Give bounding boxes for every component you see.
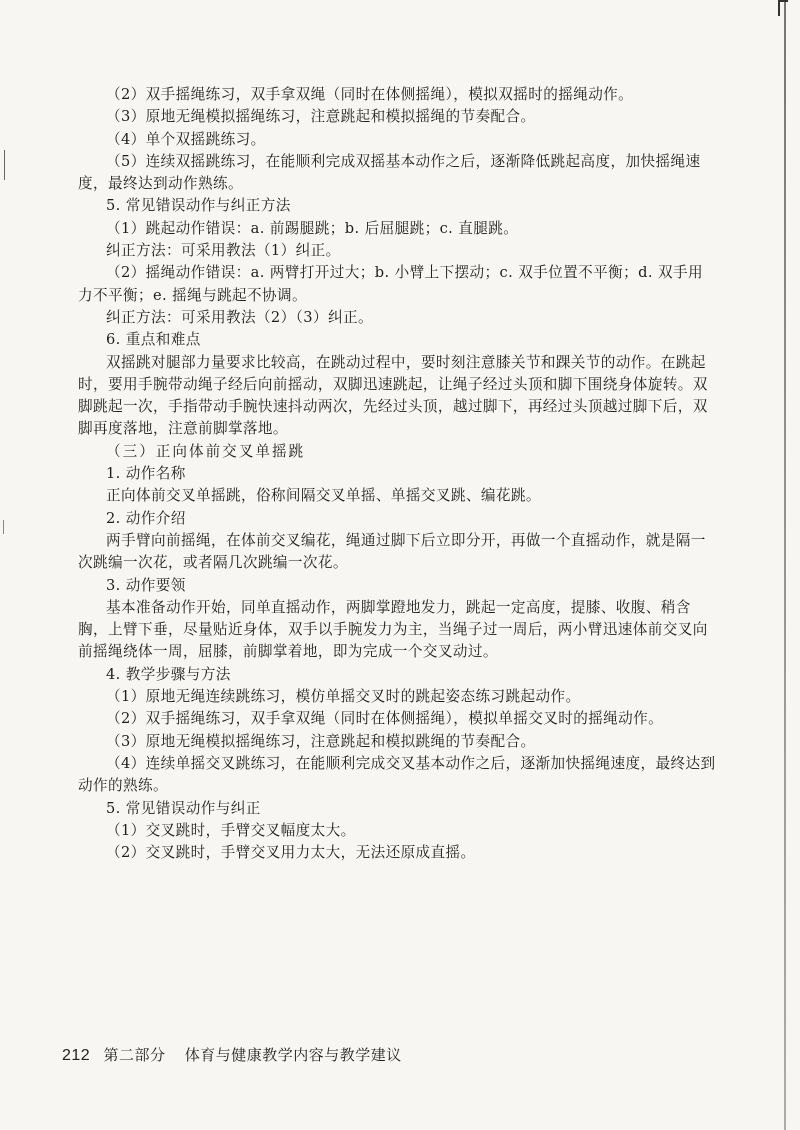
text-paragraph: （1）跳起动作错误：a. 前踢腿跳；b. 后屈腿跳；c. 直腿跳。 [106, 219, 519, 237]
scan-corner-mark [778, 0, 788, 16]
text-paragraph: 6. 重点和难点 [106, 331, 201, 349]
text-paragraph: （4）单个双摇跳练习。 [106, 130, 266, 148]
scan-margin-mark [3, 520, 4, 534]
text-paragraph: 纠正方法：可采用教法（2）（3）纠正。 [106, 308, 373, 326]
page-body [78, 84, 716, 864]
text-paragraph: （1）交叉跳时，手臂交叉幅度太大。 [106, 821, 356, 839]
text-paragraph: （4）连续单摇交叉跳练习，在能顺利完成交叉基本动作之后，逐渐加快摇绳速度，最终达到动作的熟练。 [78, 754, 716, 795]
text-paragraph: （2）双手摇绳练习，双手拿双绳（同时在体侧摇绳），模拟双摇时的摇绳动作。 [106, 86, 634, 103]
text-paragraph: 两手臂向前摇绳，在体前交叉编花，绳通过脚下后立即分开，再做一个直摇动作，就是隔一次跳编一次花，或者隔几次跳编一次花。 [78, 531, 706, 572]
text-paragraph: （3）原地无绳模拟摇绳练习，注意跳起和模拟跳绳的节奏配合。 [106, 732, 536, 750]
text-paragraph: （2）双手摇绳练习，双手拿双绳（同时在体侧摇绳），模拟单摇交叉时的摇绳动作。 [106, 710, 664, 728]
text-paragraph: 双摇跳对腿部力量要求比较高，在跳动过程中，要时刻注意膝关节和踝关节的动作。在跳起时，要用手腕带动绳子经后向前摇动，双脚迅速跳起，让绳子经过头顶和脚下围绕身体旋转。双脚跳起一次，手指带动手腕快速抖动两次，先经过头顶，越过脚下，再经过头顶越过脚下后，双脚再度落地，注意前脚掌落地。 [78, 353, 708, 438]
footer-section-title: 体育与健康教学内容与教学建议 [184, 1046, 402, 1064]
scan-edge [784, 0, 786, 1130]
page-footer [62, 1044, 402, 1065]
text-paragraph: 5. 常见错误动作与纠正 [106, 799, 261, 817]
text-paragraph: 3. 动作要领 [106, 576, 186, 594]
text-paragraph: 正向体前交叉单摇跳，俗称间隔交叉单摇、单摇交叉跳、编花跳。 [106, 487, 541, 505]
scan-margin-mark [4, 150, 5, 180]
text-paragraph: 纠正方法：可采用教法（1）纠正。 [106, 242, 341, 260]
page-number: 212 [62, 1047, 91, 1064]
text-paragraph: （5）连续双摇跳练习，在能顺利完成双摇基本动作之后，逐渐降低跳起高度，加快摇绳速度，最终达到动作熟练。 [78, 152, 701, 193]
text-paragraph: 4. 教学步骤与方法 [106, 665, 231, 683]
text-paragraph: （3）原地无绳模拟摇绳练习，注意跳起和模拟摇绳的节奏配合。 [106, 108, 536, 126]
text-paragraph: （2）摇绳动作错误：a. 两臂打开过大；b. 小臂上下摆动；c. 双手位置不平衡；d. 双手用力不平衡；e. 摇绳与跳起不协调。 [78, 264, 703, 304]
text-paragraph: （2）交叉跳时，手臂交叉用力太大，无法还原成直摇。 [106, 844, 476, 862]
section-heading: （三）正向体前交叉单摇跳 [106, 442, 306, 460]
text-paragraph: 5. 常见错误动作与纠正方法 [106, 197, 291, 215]
text-paragraph: （1）原地无绳连续跳练习，模仿单摇交叉时的跳起姿态练习跳起动作。 [106, 688, 581, 706]
text-paragraph: 1. 动作名称 [106, 465, 186, 483]
footer-part-label: 第二部分 [103, 1046, 166, 1064]
text-paragraph: 基本准备动作开始，同单直摇动作，两脚掌蹬地发力，跳起一定高度，提膝、收腹、稍含胸，上臂下垂，尽量贴近身体，双手以手腕发力为主，当绳子过一周后，两小臂迅速体前交叉向前摇绳绕体一周，屈膝，前脚掌着地，即为完成一个交叉动过。 [78, 598, 708, 661]
text-paragraph: 2. 动作介绍 [106, 509, 186, 527]
